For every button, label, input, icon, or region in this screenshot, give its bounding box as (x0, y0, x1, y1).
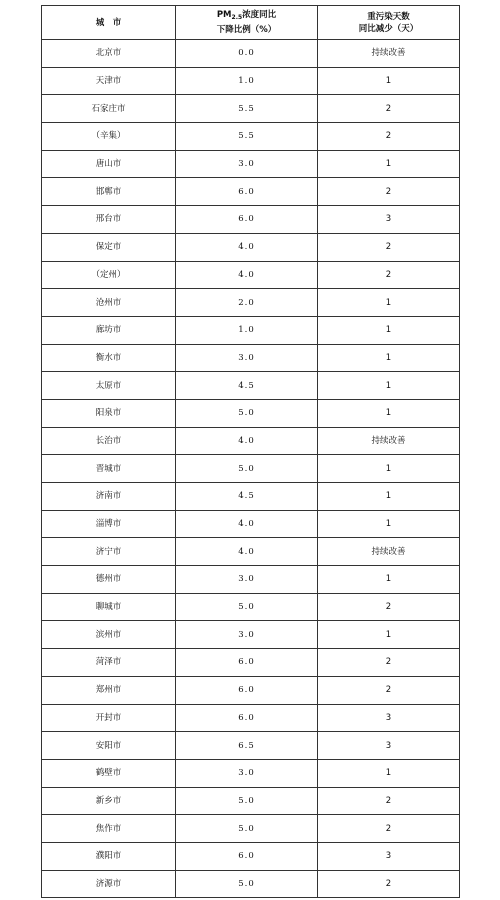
pollution-days-cell: 2 (318, 95, 460, 123)
table-row (42, 178, 460, 206)
pm25-decline-cell: 6.0 (176, 842, 318, 870)
table-row (42, 510, 460, 538)
city-cell: 菏泽市 (42, 649, 176, 677)
pm25-decline-cell: 3.0 (176, 566, 318, 594)
header-row (42, 6, 460, 40)
pollution-days-cell: 1 (318, 344, 460, 372)
pm25-decline-cell: 5.0 (176, 399, 318, 427)
pollution-days-cell: 1 (318, 566, 460, 594)
table-row (42, 676, 460, 704)
table-row (42, 289, 460, 317)
pm25-decline-cell: 0.0 (176, 40, 318, 68)
header-city-label: 城 市 (95, 17, 122, 28)
city-cell: 滨州市 (42, 621, 176, 649)
city-cell: 郑州市 (42, 676, 176, 704)
pm25-decline-cell: 4.5 (176, 372, 318, 400)
pm25-decline-cell: 5.0 (176, 593, 318, 621)
city-cell: 阳泉市 (42, 399, 176, 427)
city-cell: 邯郸市 (42, 178, 176, 206)
pm25-decline-cell: 6.0 (176, 649, 318, 677)
pollution-days-cell: 1 (318, 759, 460, 787)
pm25-decline-cell: 5.5 (176, 123, 318, 151)
city-cell: 唐山市 (42, 150, 176, 178)
pollution-days-cell: 3 (318, 206, 460, 234)
pm25-decline-cell: 1.0 (176, 67, 318, 95)
city-cell: 北京市 (42, 40, 176, 68)
city-cell: 新乡市 (42, 787, 176, 815)
city-cell: （定州） (42, 261, 176, 289)
pm25-decline-cell: 5.0 (176, 815, 318, 843)
city-cell: 开封市 (42, 704, 176, 732)
city-cell: 天津市 (42, 67, 176, 95)
city-cell: 晋城市 (42, 455, 176, 483)
pm25-decline-cell: 4.5 (176, 483, 318, 511)
pollution-days-cell: 3 (318, 732, 460, 760)
city-cell: 太原市 (42, 372, 176, 400)
pollution-days-cell: 2 (318, 815, 460, 843)
pm25-decline-cell: 6.5 (176, 732, 318, 760)
pm25-decline-cell: 6.0 (176, 704, 318, 732)
pollution-days-cell: 1 (318, 289, 460, 317)
header-city (42, 6, 176, 40)
pollution-days-cell: 1 (318, 372, 460, 400)
header-pm25-subscript: 2.5 (231, 14, 243, 21)
city-cell: 石家庄市 (42, 95, 176, 123)
header-pm25-line1 (176, 9, 317, 24)
city-cell: 鹤壁市 (42, 759, 176, 787)
pm25-decline-cell: 3.0 (176, 150, 318, 178)
pollution-days-cell: 1 (318, 510, 460, 538)
pollution-days-cell: 1 (318, 67, 460, 95)
pollution-days-cell: 2 (318, 787, 460, 815)
pm25-decline-cell: 6.0 (176, 206, 318, 234)
table-row (42, 233, 460, 261)
pollution-days-cell: 持续改善 (318, 427, 460, 455)
table-row (42, 399, 460, 427)
table-row (42, 787, 460, 815)
city-cell: 衡水市 (42, 344, 176, 372)
city-cell: 德州市 (42, 566, 176, 594)
city-cell: 沧州市 (42, 289, 176, 317)
pm25-decline-cell: 2.0 (176, 289, 318, 317)
pollution-days-cell: 2 (318, 123, 460, 151)
table-row (42, 593, 460, 621)
table-row (42, 870, 460, 898)
pm25-decline-cell: 5.0 (176, 787, 318, 815)
table-row (42, 344, 460, 372)
table-row (42, 316, 460, 344)
pm25-decline-cell: 4.0 (176, 427, 318, 455)
city-cell: 淄博市 (42, 510, 176, 538)
pollution-days-cell: 1 (318, 621, 460, 649)
city-cell: 保定市 (42, 233, 176, 261)
table-row (42, 67, 460, 95)
table-row (42, 815, 460, 843)
pollution-days-cell: 2 (318, 233, 460, 261)
pm25-decline-cell: 4.0 (176, 510, 318, 538)
pollution-days-cell: 1 (318, 150, 460, 178)
table-row (42, 95, 460, 123)
pm25-decline-cell: 6.0 (176, 178, 318, 206)
pm25-decline-cell: 5.0 (176, 455, 318, 483)
header-pm25-line2: 下降比例（%） (216, 25, 277, 35)
table-row (42, 40, 460, 68)
city-cell: 濮阳市 (42, 842, 176, 870)
table-header (42, 6, 460, 40)
table-row (42, 759, 460, 787)
pollution-days-cell: 1 (318, 316, 460, 344)
city-cell: 长治市 (42, 427, 176, 455)
city-cell: 安阳市 (42, 732, 176, 760)
table-row (42, 455, 460, 483)
table-row (42, 732, 460, 760)
table-row (42, 842, 460, 870)
pollution-days-cell: 2 (318, 676, 460, 704)
header-heavy-pollution-days (318, 6, 460, 40)
table-row (42, 372, 460, 400)
city-cell: 焦作市 (42, 815, 176, 843)
pollution-days-cell: 1 (318, 455, 460, 483)
header-days-line2: 同比减少（天） (358, 23, 419, 34)
pollution-days-cell: 1 (318, 399, 460, 427)
table-row (42, 649, 460, 677)
city-cell: 邢台市 (42, 206, 176, 234)
city-cell: 聊城市 (42, 593, 176, 621)
pollution-days-cell: 持续改善 (318, 40, 460, 68)
pm25-decline-cell: 5.0 (176, 870, 318, 898)
pollution-days-cell: 2 (318, 870, 460, 898)
pm25-decline-cell: 1.0 (176, 316, 318, 344)
table-row (42, 538, 460, 566)
table-row (42, 427, 460, 455)
table-row (42, 566, 460, 594)
pm25-decline-cell: 6.0 (176, 676, 318, 704)
table-row (42, 621, 460, 649)
pm25-decline-cell: 5.5 (176, 95, 318, 123)
pollution-days-cell: 2 (318, 593, 460, 621)
pollution-days-cell: 3 (318, 842, 460, 870)
pollution-days-cell: 2 (318, 178, 460, 206)
header-days-line1: 重污染天数 (367, 11, 410, 22)
table-row (42, 483, 460, 511)
table-body (42, 40, 460, 898)
header-pm25-prefix: PM (216, 10, 232, 20)
table-row (42, 261, 460, 289)
table-row (42, 206, 460, 234)
pollution-days-cell: 2 (318, 649, 460, 677)
document-page (41, 5, 459, 898)
pm25-decline-cell: 3.0 (176, 759, 318, 787)
header-pm25-suffix: 浓度同比 (242, 10, 277, 20)
pm25-city-table (41, 5, 460, 898)
table-row (42, 704, 460, 732)
table-row (42, 123, 460, 151)
city-cell: 廊坊市 (42, 316, 176, 344)
city-cell: 济南市 (42, 483, 176, 511)
pollution-days-cell: 持续改善 (318, 538, 460, 566)
pm25-decline-cell: 4.0 (176, 233, 318, 261)
header-pm25-decline (176, 6, 318, 40)
pm25-decline-cell: 4.0 (176, 261, 318, 289)
pollution-days-cell: 3 (318, 704, 460, 732)
city-cell: 济宁市 (42, 538, 176, 566)
city-cell: 济源市 (42, 870, 176, 898)
pollution-days-cell: 2 (318, 261, 460, 289)
table-row (42, 150, 460, 178)
pm25-decline-cell: 4.0 (176, 538, 318, 566)
pollution-days-cell: 1 (318, 483, 460, 511)
city-cell: （辛集） (42, 123, 176, 151)
pm25-decline-cell: 3.0 (176, 344, 318, 372)
pm25-decline-cell: 3.0 (176, 621, 318, 649)
